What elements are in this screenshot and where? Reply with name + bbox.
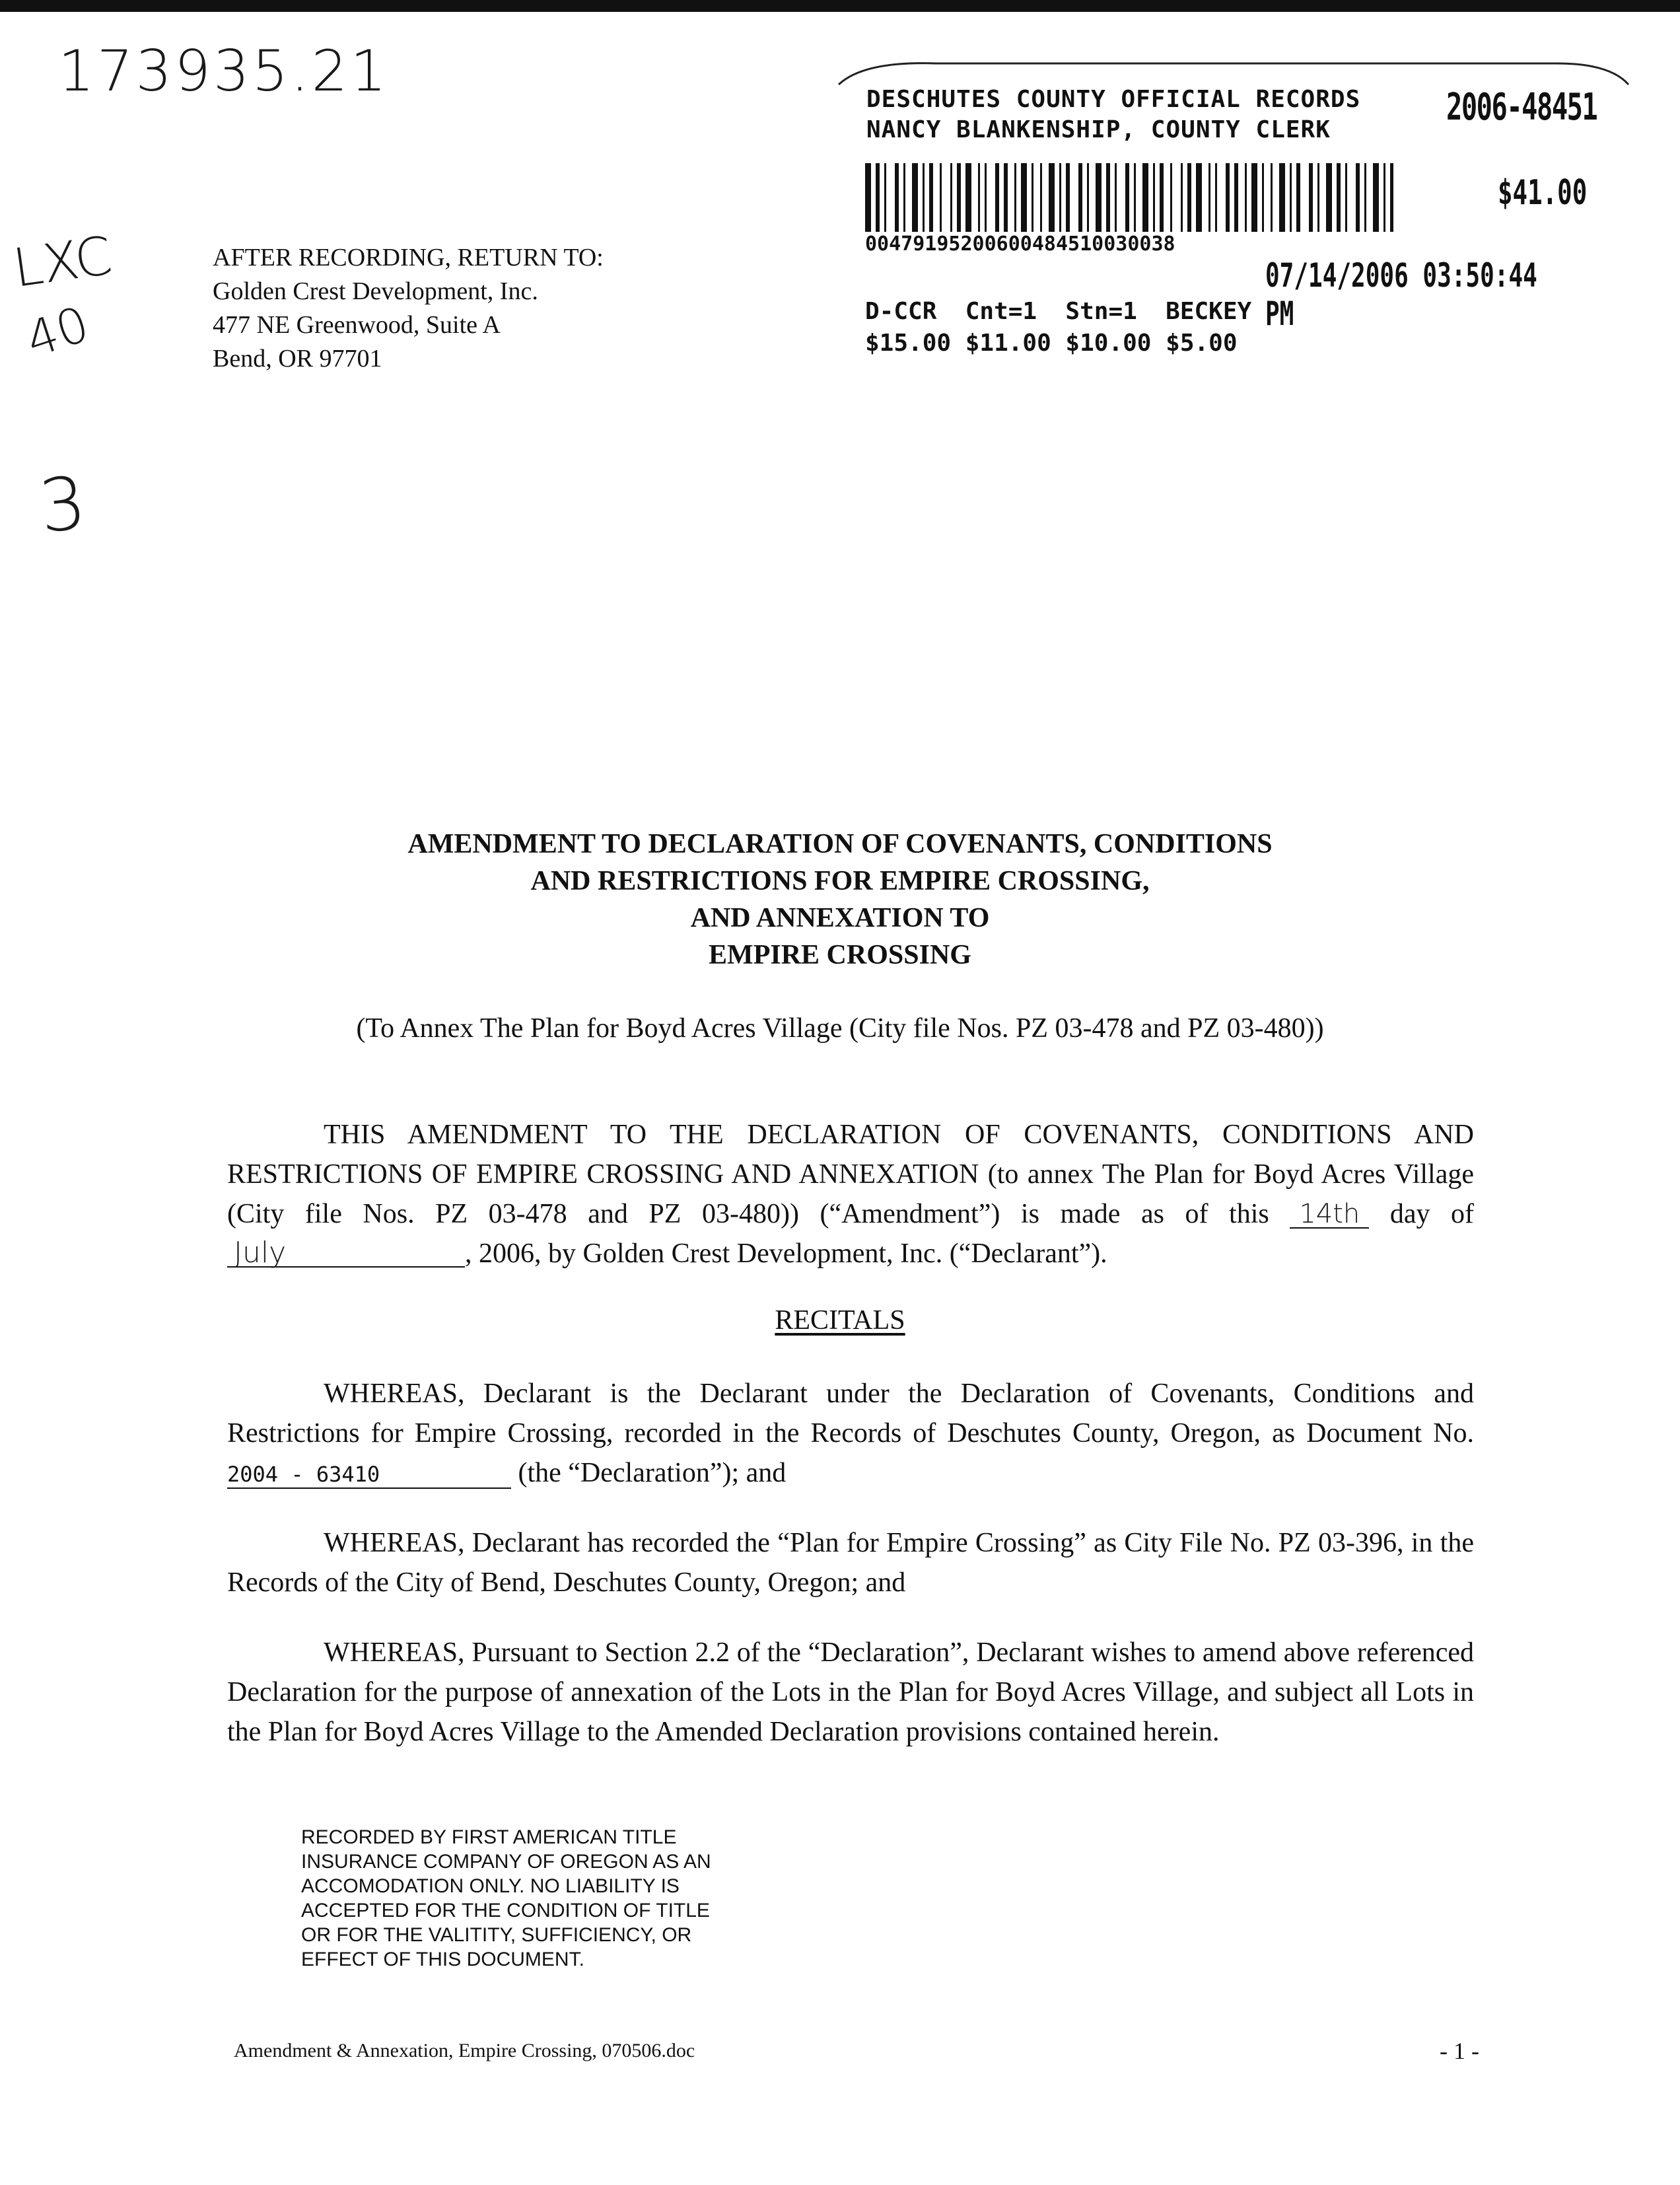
whereas2-text: WHEREAS, Declarant has recorded the “Plan for Empire Crossing” as City File No. PZ 03-396, in the Records of the City of Bend, Deschutes County, Oregon; and <box>227 1528 1474 1598</box>
stamp-barcode <box>865 163 1393 232</box>
whereas1-text: WHEREAS, Declarant is the Declarant under the Declaration of Covenants, Conditions and Restrictions for Empire Crossing, recorded in the Records of Deschutes County, Oregon, as Document No. <box>227 1379 1474 1449</box>
stamp-fees-line: $15.00 $11.00 $10.00 $5.00 <box>865 330 1238 357</box>
stamp-codes-line: D-CCR Cnt=1 Stn=1 BECKEY <box>865 298 1252 325</box>
stamp-office: DESCHUTES COUNTY OFFICIAL RECORDS <box>866 86 1361 113</box>
disclaimer-line-4: ACCEPTED FOR THE CONDITION OF TITLE <box>301 1900 710 1921</box>
disclaimer-line-1: RECORDED BY FIRST AMERICAN TITLE <box>301 1826 677 1848</box>
whereas-paragraph-3 <box>227 1633 1474 1752</box>
recitals-heading: RECITALS <box>775 1305 905 1336</box>
whereas-paragraph-1 <box>227 1374 1474 1493</box>
whereas1-rest: (the “Declaration”); and <box>518 1458 787 1488</box>
whereas3-text: WHEREAS, Pursuant to Section 2.2 of the “Declaration”, Declarant wishes to amend above referenced Declaration for the purpose of annexation of the Lots in the Plan for Boyd Acres Village, and subject all Lots in the Plan for Boyd Acres Village to the Amended Declaration provisions contained herein. <box>227 1637 1474 1747</box>
title-line-1: AMENDMENT TO DECLARATION OF COVENANTS, CONDITIONS <box>407 829 1273 859</box>
footer-filename: Amendment & Annexation, Empire Crossing, 070506.doc <box>234 2040 695 2061</box>
title-line-4: EMPIRE CROSSING <box>709 940 971 970</box>
page-number: - 1 - <box>1440 2038 1479 2064</box>
intro-rest: , 2006, by Golden Crest Development, Inc. (“Declarant”). <box>465 1238 1107 1269</box>
document-title <box>0 826 1680 974</box>
intro-paragraph <box>227 1115 1474 1273</box>
month-fill-in: July <box>227 1240 465 1268</box>
title-line-3: AND ANNEXATION TO <box>690 903 990 933</box>
disclaimer-line-3: ACCOMODATION ONLY. NO LIABILITY IS <box>301 1875 680 1897</box>
day-of-text: day of <box>1389 1199 1475 1229</box>
disclaimer-line-6: EFFECT OF THIS DOCUMENT. <box>301 1949 584 1970</box>
handwritten-number: 40 <box>19 295 96 369</box>
stamp-clerk: NANCY BLANKENSHIP, COUNTY CLERK <box>866 116 1331 143</box>
return-city: Bend, OR 97701 <box>213 345 382 373</box>
document-subtitle: (To Annex The Plan for Boyd Acres Village (City file Nos. PZ 03-478 and PZ 03-480)) <box>356 1013 1324 1044</box>
recording-stamp-header <box>866 85 1360 145</box>
return-street: 477 NE Greenwood, Suite A <box>213 311 501 339</box>
stamp-document-number: 2006-48451 <box>1446 86 1597 129</box>
handwritten-file-number: 173935.21 <box>58 38 390 104</box>
day-fill-in: 14th <box>1290 1201 1369 1229</box>
declaration-doc-number-fill: 2004 - 63410 <box>227 1461 511 1489</box>
stamp-fee-codes <box>865 296 1251 359</box>
title-line-2: AND RESTRICTIONS FOR EMPIRE CROSSING, <box>530 866 1150 896</box>
stamp-barcode-number: 00479195200600484510030038 <box>865 233 1175 256</box>
return-address-block <box>213 241 604 376</box>
stamp-total-fee: $41.00 <box>1498 173 1588 213</box>
title-company-disclaimer <box>301 1825 803 1972</box>
return-heading: AFTER RECORDING, RETURN TO: <box>213 244 604 271</box>
intro-text: THIS AMENDMENT TO THE DECLARATION OF COVENANTS, CONDITIONS AND RESTRICTIONS OF EMPIRE CROSSING AND ANNEXATION (to annex The Plan for Boyd Acres Village (City file Nos. PZ 03-478 and PZ 03-480)) (“Amendment”) is made as of this <box>227 1120 1474 1229</box>
disclaimer-line-2: INSURANCE COMPANY OF OREGON AS AN <box>301 1851 711 1873</box>
return-company: Golden Crest Development, Inc. <box>213 277 538 305</box>
stamp-datetime: 07/14/2006 03:50:44 PM <box>1265 256 1537 333</box>
disclaimer-line-5: OR FOR THE VALITITY, SUFFICIENCY, OR <box>301 1924 692 1946</box>
scan-top-edge <box>0 0 1680 12</box>
whereas-paragraph-2 <box>227 1523 1474 1602</box>
handwritten-digit: 3 <box>35 460 90 550</box>
handwritten-initials: LXC <box>9 225 116 299</box>
